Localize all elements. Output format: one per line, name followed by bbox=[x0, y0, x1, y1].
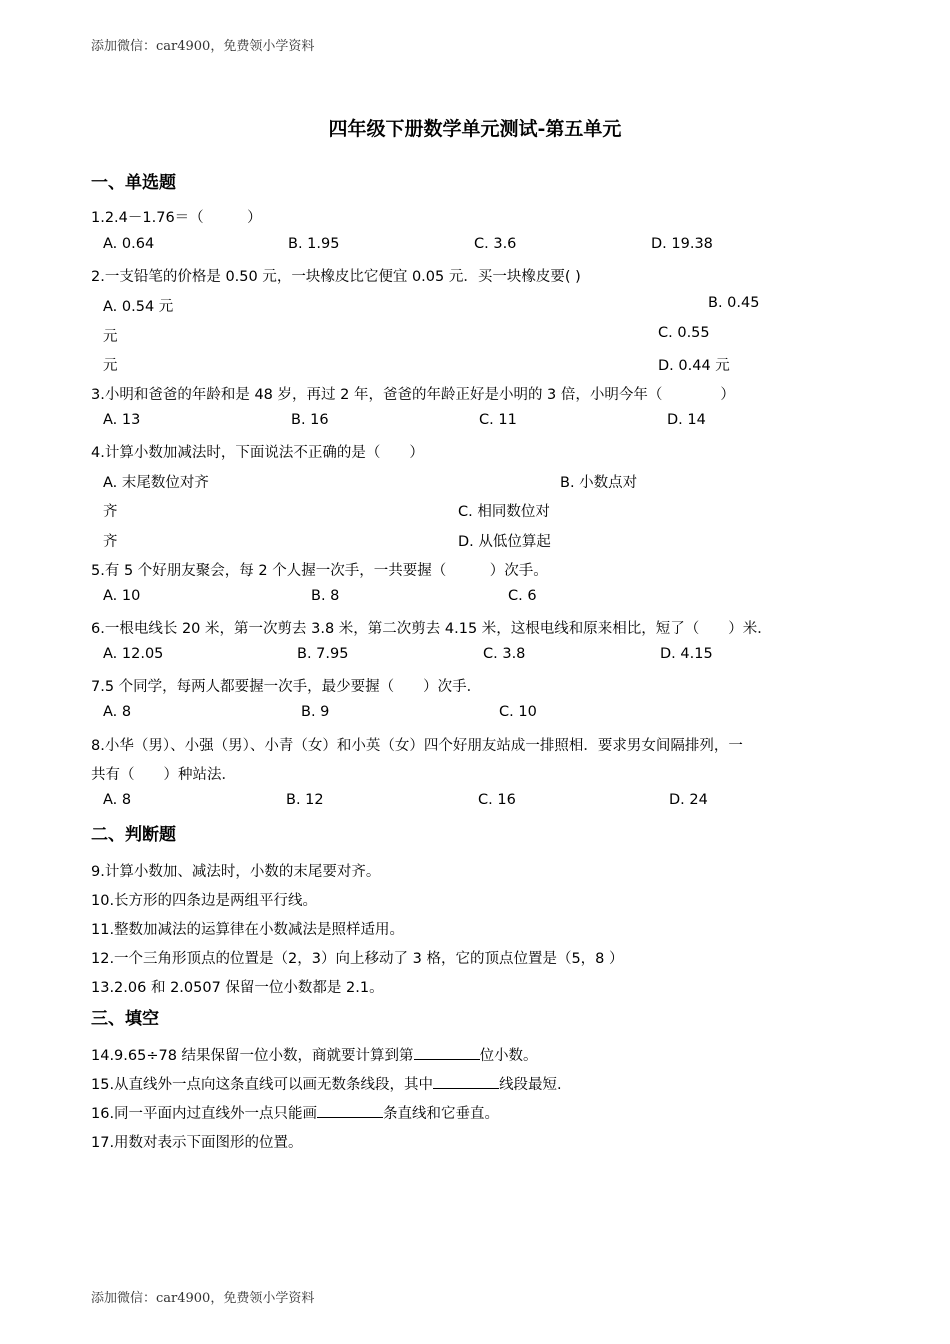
question-6: 6.一根电线长 20 米，第一次剪去 3.8 米，第二次剪去 4.15 米，这根电线和原来相比，短了（ ）米． bbox=[91, 621, 772, 637]
q5-option-c: C. 6 bbox=[508, 588, 537, 604]
section-true-false: 二、判断题 bbox=[91, 825, 176, 845]
question-17: 17.用数对表示下面图形的位置。 bbox=[91, 1135, 303, 1151]
q2-option-b-cont: 元 bbox=[103, 329, 118, 345]
q6-option-b: B. 7.95 bbox=[297, 646, 349, 662]
question-15 bbox=[91, 1073, 562, 1094]
q2-option-c-cont: 元 bbox=[103, 358, 118, 374]
q7-option-b: B. 9 bbox=[301, 704, 330, 720]
q16-text-before: 16.同一平面内过直线外一点只能画 bbox=[91, 1106, 318, 1122]
q5-option-b: B. 8 bbox=[311, 588, 340, 604]
q2-option-a: A. 0.54 元 bbox=[103, 299, 174, 315]
question-5: 5.有 5 个好朋友聚会，每 2 个人握一次手，一共要握（ ）次手。 bbox=[91, 563, 548, 579]
q15-text-before: 15.从直线外一点向这条直线可以画无数条线段，其中 bbox=[91, 1077, 434, 1093]
q4-option-b: B. 小数点对 bbox=[560, 475, 638, 491]
question-1: 1.2.4－1.76＝（ ） bbox=[91, 210, 262, 226]
page-title: 四年级下册数学单元测试-第五单元 bbox=[328, 118, 622, 140]
section-fill-blank: 三、填空 bbox=[91, 1009, 159, 1029]
q6-option-c: C. 3.8 bbox=[483, 646, 526, 662]
question-7: 7.5 个同学，每两人都要握一次手，最少要握（ ）次手． bbox=[91, 679, 482, 695]
q8-option-d: D. 24 bbox=[669, 792, 708, 808]
q15-text-after: 线段最短. bbox=[499, 1077, 562, 1093]
question-8-line-2: 共有（ ）种站法． bbox=[91, 767, 236, 783]
q5-option-a: A. 10 bbox=[103, 588, 141, 604]
q4-option-b-cont: 齐 bbox=[103, 504, 118, 520]
q8-option-a: A. 8 bbox=[103, 792, 132, 808]
q3-option-c: C. 11 bbox=[479, 412, 517, 428]
q4-option-d: D. 从低位算起 bbox=[458, 534, 551, 550]
question-9: 9.计算小数加、减法时，小数的末尾要对齐。 bbox=[91, 864, 381, 880]
q8-option-b: B. 12 bbox=[286, 792, 324, 808]
question-8-line-1: 8.小华（男）、小强（男）、小青（女）和小英（女）四个好朋友站成一排照相．要求男女间隔排列，一 bbox=[91, 738, 743, 754]
q1-option-a: A. 0.64 bbox=[103, 236, 155, 252]
q16-text-after: 条直线和它垂直。 bbox=[383, 1106, 500, 1122]
q1-option-d: D. 19.38 bbox=[651, 236, 713, 252]
question-12: 12.一个三角形顶点的位置是（2，3）向上移动了 3 格，它的顶点位置是（5，8 ） bbox=[91, 951, 624, 967]
question-13: 13.2.06 和 2.0507 保留一位小数都是 2.1。 bbox=[91, 980, 384, 996]
question-16 bbox=[91, 1102, 499, 1123]
q7-option-a: A. 8 bbox=[103, 704, 132, 720]
question-11: 11.整数加减法的运算律在小数减法是照样适用。 bbox=[91, 922, 405, 938]
q15-answer-blank[interactable] bbox=[433, 1075, 499, 1089]
q16-answer-blank[interactable] bbox=[317, 1104, 383, 1118]
q6-option-a: A. 12.05 bbox=[103, 646, 164, 662]
q2-option-d: D. 0.44 元 bbox=[658, 358, 730, 374]
q4-option-a: A. 末尾数位对齐 bbox=[103, 475, 209, 491]
header-watermark: 添加微信：car4900，免费领小学资料 bbox=[91, 39, 315, 54]
q8-option-c: C. 16 bbox=[478, 792, 516, 808]
q3-option-b: B. 16 bbox=[291, 412, 329, 428]
q14-text-after: 位小数。 bbox=[479, 1048, 538, 1064]
q7-option-c: C. 10 bbox=[499, 704, 537, 720]
q3-option-d: D. 14 bbox=[667, 412, 706, 428]
question-10: 10.长方形的四条边是两组平行线。 bbox=[91, 893, 318, 909]
footer-watermark: 添加微信：car4900，免费领小学资料 bbox=[91, 1291, 315, 1306]
q2-option-b: B. 0.45 bbox=[708, 295, 760, 311]
question-2: 2.一支铅笔的价格是 0.50 元，一块橡皮比它便宜 0.05 元．买一块橡皮要( ) bbox=[91, 269, 581, 285]
q2-option-c: C. 0.55 bbox=[658, 325, 710, 341]
q6-option-d: D. 4.15 bbox=[660, 646, 713, 662]
q4-option-c-cont: 齐 bbox=[103, 534, 118, 550]
q4-option-c: C. 相同数位对 bbox=[458, 504, 550, 520]
question-4: 4.计算小数加减法时，下面说法不正确的是（ ） bbox=[91, 445, 424, 461]
q1-option-c: C. 3.6 bbox=[474, 236, 517, 252]
q1-option-b: B. 1.95 bbox=[288, 236, 340, 252]
section-single-choice: 一、单选题 bbox=[91, 173, 176, 193]
question-3: 3.小明和爸爸的年龄和是 48 岁，再过 2 年，爸爸的年龄正好是小明的 3 倍，小明今年（ ） bbox=[91, 387, 735, 403]
q14-answer-blank[interactable] bbox=[414, 1046, 480, 1060]
question-14 bbox=[91, 1044, 538, 1065]
q14-text-before: 14.9.65÷78 结果保留一位小数，商就要计算到第 bbox=[91, 1048, 414, 1064]
q3-option-a: A. 13 bbox=[103, 412, 141, 428]
